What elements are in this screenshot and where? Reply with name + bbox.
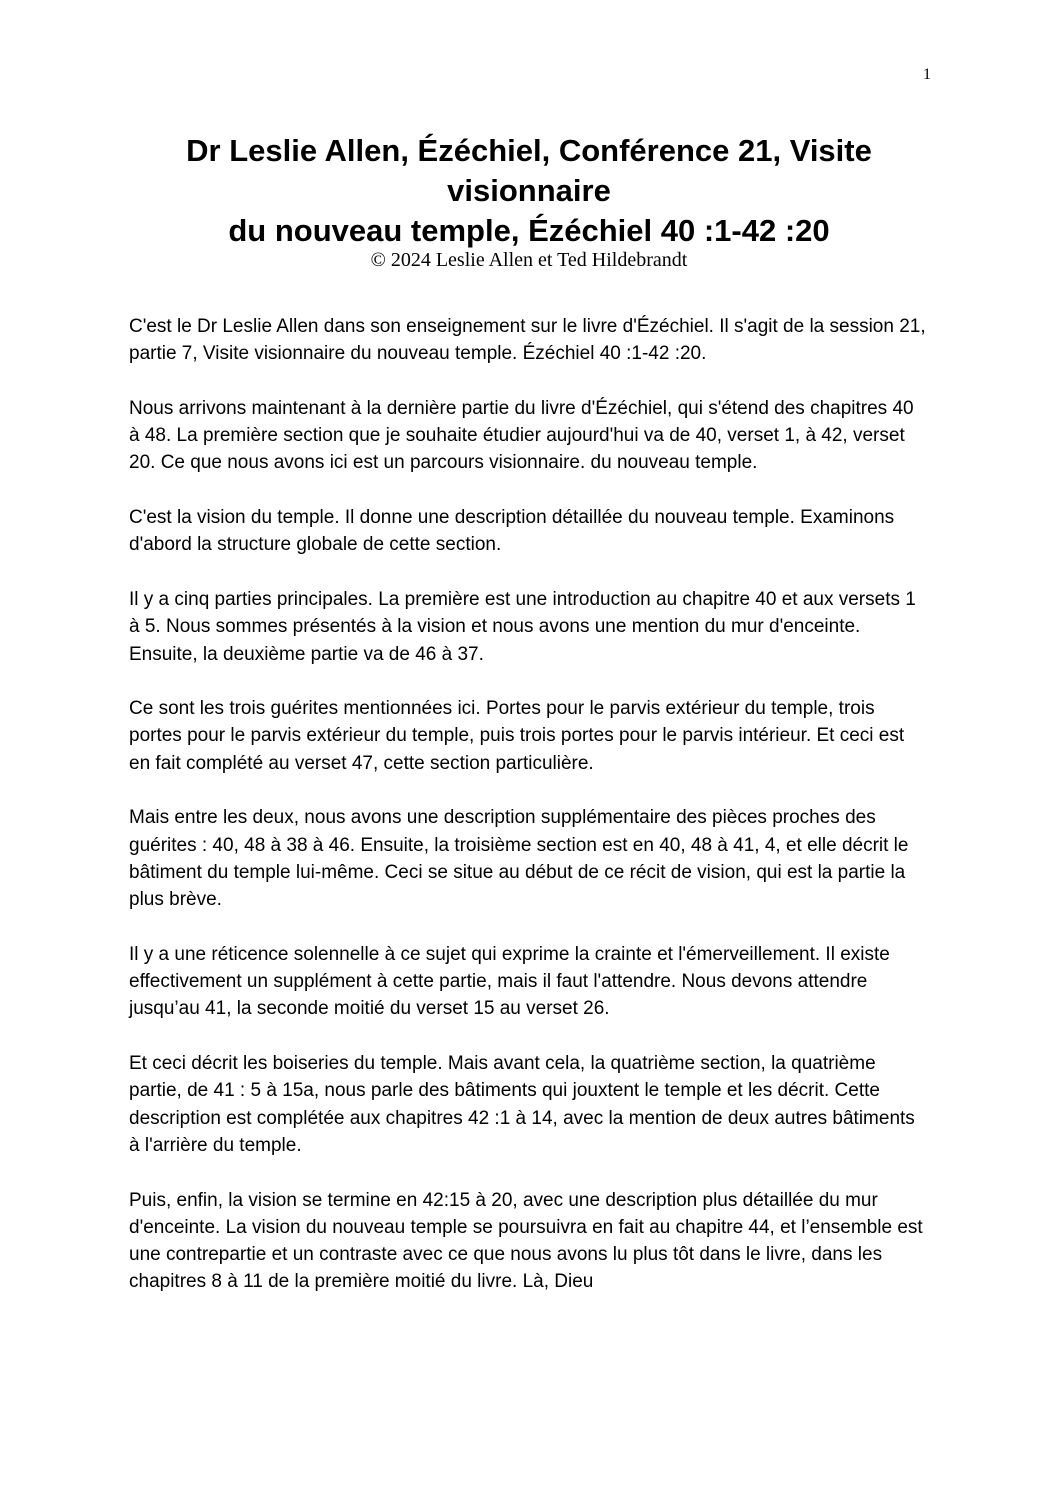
- copyright-notice: © 2024 Leslie Allen et Ted Hildebrandt: [370, 249, 688, 271]
- paragraph-3: C'est la vision du temple. Il donne une description détaillée du nouveau temple. Examinons d'abord la structure globale de cette section.: [129, 507, 895, 556]
- paragraph-4: Il y a cinq parties principales. La première est une introduction au chapitre 40 et aux versets 1 à 5. Nous sommes présentés à la vision et nous avons une mention du mur d'enceinte. Ensuite, la deuxième partie va de 46 à 37.: [129, 588, 916, 665]
- paragraph-8: Et ceci décrit les boiseries du temple. Mais avant cela, la quatrième section, la quatrième partie, de 41 : 5 à 15a, nous parle des bâtiments qui jouxtent le temple et les décrit. Cette description est complétée aux chapitres 42 :1 à 14, avec la mention de deux autres bâtiments à l'arrière du temple.: [129, 1053, 915, 1156]
- page-title-line-1: Dr Leslie Allen, Ézéchiel, Conférence 21, Visite: [186, 133, 872, 168]
- document-body: [129, 313, 929, 1323]
- paragraph-5: Ce sont les trois guérites mentionnées ici. Portes pour le parvis extérieur du temple, trois portes pour le parvis extérieur du temple, puis trois portes pour le parvis intérieur. Et ceci est en fait complété au verset 47, cette section particulière.: [129, 698, 905, 774]
- page-number: 1: [923, 66, 931, 83]
- page-title-line-3: du nouveau temple, Ézéchiel 40 :1-42 :20: [228, 213, 830, 248]
- paragraph-1: C'est le Dr Leslie Allen dans son enseignement sur le livre d'Ézéchiel. Il s'agit de la session 21, partie 7, Visite visionnaire du nouveau temple. Ézéchiel 40 :1-42 :20.: [129, 316, 926, 365]
- paragraph-2: Nous arrivons maintenant à la dernière partie du livre d'Ézéchiel, qui s'étend des chapitres 40 à 48. La première section que je souhaite étudier aujourd'hui va de 40, verset 1, à 42, verset 20. Ce que nous avons ici est un parcours visionnaire. du nouveau temple.: [129, 397, 914, 474]
- paragraph-9: Puis, enfin, la vision se termine en 42:15 à 20, avec une description plus détaillée du mur d'enceinte. La vision du nouveau temple se poursuivra en fait au chapitre 44, et l’ensemble est une contrepartie et un contraste avec ce que nous avons lu plus tôt dans le livre, dans les chapitres 8 à 11 de la première moitié du livre. Là, Dieu: [129, 1189, 923, 1293]
- paragraph-6: Mais entre les deux, nous avons une description supplémentaire des pièces proches des guérites : 40, 48 à 38 à 46. Ensuite, la troisième section est en 40, 48 à 41, 4, et elle décrit le bâtiment du temple lui-même. Ceci se situe au début de ce récit de vision, qui est la partie la plus brève.: [129, 807, 909, 911]
- title-block: [128, 131, 930, 271]
- paragraph-7: Il y a une réticence solennelle à ce sujet qui exprime la crainte et l'émerveillement. Il existe effectivement un supplément à cette partie, mais il faut l'attendre. Nous devons attendre jusqu’au 41, la seconde moitié du verset 15 au verset 26.: [129, 943, 890, 1020]
- page-title-line-2: visionnaire: [447, 173, 611, 208]
